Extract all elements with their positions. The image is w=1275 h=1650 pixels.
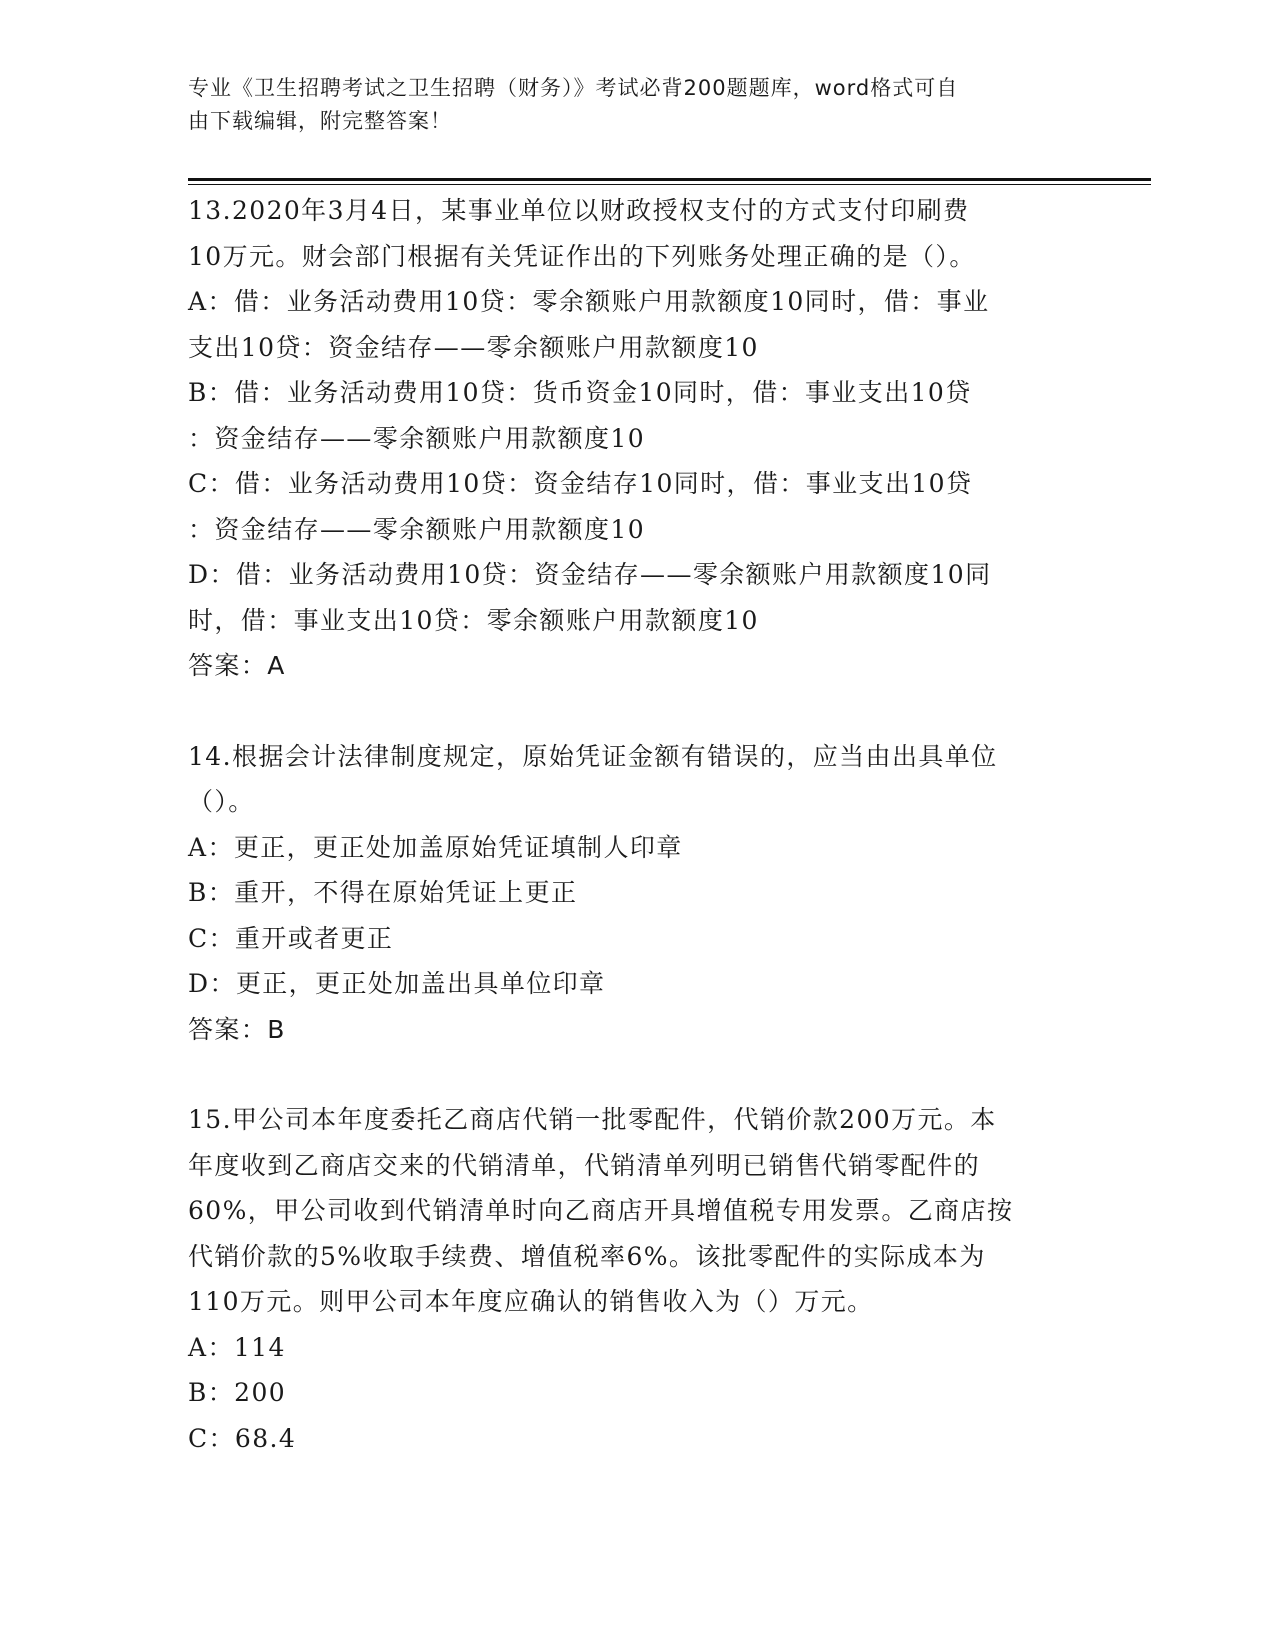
header-divider-thin	[188, 184, 1151, 185]
question-text: 13.2020年3月4日，某事业单位以财政授权支付的方式支付印刷费	[188, 196, 970, 225]
question-15	[188, 1097, 1078, 1461]
question-spacer	[188, 689, 1078, 734]
option-d: D：更正，更正处加盖出具单位印章	[188, 969, 606, 998]
option-a: A：借：业务活动费用10贷：零余额账户用款额度10同时，借：事业	[188, 287, 990, 316]
question-text: 110万元。则甲公司本年度应确认的销售收入为（）万元。	[188, 1287, 874, 1316]
question-text: 10万元。财会部门根据有关凭证作出的下列账务处理正确的是（）。	[188, 241, 976, 271]
question-text: 年度收到乙商店交来的代销清单，代销清单列明已销售代销零配件的	[188, 1150, 981, 1180]
question-text: 60%，甲公司收到代销清单时向乙商店开具增值税专用发票。乙商店按	[188, 1196, 1014, 1225]
option-b-cont: ：资金结存——零余额账户用款额度10	[188, 423, 646, 453]
question-spacer	[188, 1052, 1078, 1097]
question-list	[188, 188, 1078, 1461]
header-line-1: 专业《卫生招聘考试之卫生招聘（财务）》考试必背200题题库，word格式可自	[188, 76, 959, 100]
option-d-cont: 时，借：事业支出10贷：零余额账户用款额度10	[188, 605, 759, 635]
option-c: C：68.4	[188, 1423, 297, 1453]
question-13	[188, 188, 1078, 689]
option-b: B：借：业务活动费用10贷：货币资金10同时，借：事业支出10贷	[188, 378, 972, 407]
question-text: （）。	[188, 787, 255, 816]
option-c: C：借：业务活动费用10贷：资金结存10同时，借：事业支出10贷	[188, 469, 973, 498]
option-b: B：重开，不得在原始凭证上更正	[188, 878, 578, 907]
document-header	[188, 72, 1068, 138]
header-line-2: 由下载编辑，附完整答案！	[188, 109, 452, 133]
header-divider	[188, 178, 1151, 181]
answer-label: 答案：B	[188, 1014, 286, 1044]
question-text: 15.甲公司本年度委托乙商店代销一批零配件，代销价款200万元。本	[188, 1105, 997, 1134]
option-b: B：200	[188, 1378, 287, 1407]
question-text: 代销价款的5%收取手续费、增值税率6%。该批零配件的实际成本为	[188, 1241, 986, 1271]
option-a-cont: 支出10贷：资金结存——零余额账户用款额度10	[188, 332, 759, 362]
option-a: A：114	[188, 1332, 286, 1362]
option-d: D：借：业务活动费用10贷：资金结存——零余额账户用款额度10同	[188, 560, 992, 589]
question-text: 14.根据会计法律制度规定，原始凭证金额有错误的，应当由出具单位	[188, 741, 998, 771]
option-a: A：更正，更正处加盖原始凭证填制人印章	[188, 832, 683, 862]
option-c-cont: ：资金结存——零余额账户用款额度10	[188, 514, 646, 544]
answer-label: 答案：A	[188, 651, 286, 680]
question-14	[188, 734, 1078, 1053]
option-c: C：重开或者更正	[188, 923, 394, 953]
